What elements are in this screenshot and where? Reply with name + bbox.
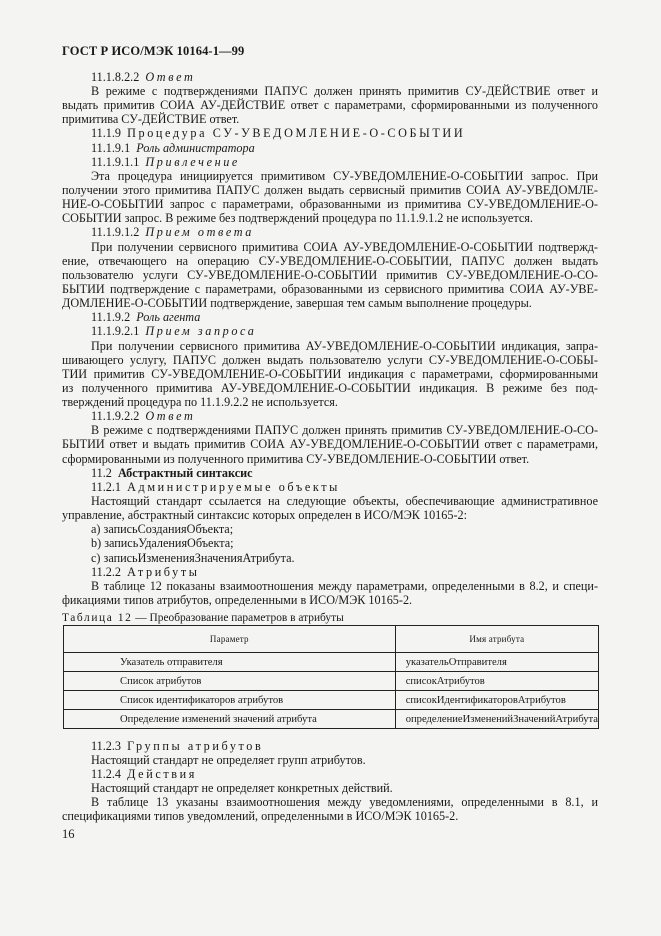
table-row [64,672,599,691]
text-line: При получении сервисного примитива СОИА АУ-УВЕДОМЛЕНИЕ-О-СОБЫТИИ подтвержд- [91,240,598,254]
table-row [64,691,599,710]
text-line: Эта процедура инициируется примитивом СУ-УВЕДОМЛЕНИЕ-О-СОБЫТИИ запрос. При [91,169,598,183]
section-heading: 11.1.9.2 Роль агента [91,310,201,324]
section-heading: 11.1.9 Процедура СУ-УВЕДОМЛЕНИЕ-О-СОБЫТИИ [91,126,466,140]
section-heading: 11.2.2 Атрибуты [91,565,200,579]
section-heading: 11.1.9.1.2 Прием ответа [91,225,255,239]
text-line: шивающего услугу, ПАПУС должен выдать пользователю услуги СУ-УВЕДОМЛЕНИЕ-О-СОБЫ- [62,353,598,367]
text-line: Настоящий стандарт не определяет групп атрибутов. [91,753,366,767]
table-cell-parameter: Список атрибутов [64,672,396,691]
text-line: выдать примитив СОИА АУ-ДЕЙСТВИЕ ответ с параметрами, сформированными из полученного [62,98,598,112]
section-heading: 11.2 Абстрактный синтаксис [91,466,253,480]
section-heading: 11.1.9.1.1 Привлечение [91,155,240,169]
table-cell-attribute: списокИдентификаторовАтрибутов [395,691,598,710]
text-line: примитива СУ-ДЕЙСТВИЕ ответ. [62,112,240,126]
text-line: тверждений процедура по 11.1.9.2.2 не используется. [62,395,338,409]
text-line: СОБЫТИИ запрос. В режиме без подтверждений процедура по 11.1.9.1.2 не используется. [62,211,533,225]
text-line: При получении сервисного примитива АУ-УВЕДОМЛЕНИЕ-О-СОБЫТИИ индикация, запра- [91,339,598,353]
text-line: сформированными из полученного примитива СУ-УВЕДОМЛЕНИЕ-О-СОБЫТИИ ответ. [62,452,530,466]
text-line: Настоящий стандарт не определяет конкретных действий. [91,781,393,795]
table-cell-attribute: указательОтправителя [395,653,598,672]
text-line: В таблице 13 указаны взаимоотношения между уведомлениями, определенными в 8.1, и [91,795,598,809]
attributes-table [63,625,599,729]
section-heading: 11.1.9.1 Роль администратора [91,141,255,155]
table-header-row [64,626,599,653]
list-item: с) записьИзмененияЗначенияАтрибута. [91,551,295,565]
page-header: ГОСТ Р ИСО/МЭК 10164-1—99 [62,44,245,58]
text-line: В режиме с подтверждениями ПАПУС должен принять примитив СУ-ДЕЙСТВИЕ ответ и [91,84,598,98]
text-line: спецификациями типов уведомлений, определенными в ИСО/МЭК 10165-2. [62,809,459,823]
section-heading: 11.1.9.2.1 Прием запроса [91,324,257,338]
section-heading: 11.2.1 Администрируемые объекты [91,480,340,494]
text-line: фикациями типов атрибутов, определенными в ИСО/МЭК 10165-2. [62,593,413,607]
section-heading: 11.2.4 Действия [91,767,197,781]
table-cell-attribute: списокАтрибутов [395,672,598,691]
text-line: ДОМЛЕНИЕ-О-СОБЫТИИ подтверждение, завершая тем самым выполнение процедуры. [62,296,532,310]
table-caption: Таблица 12 — Преобразование параметров в атрибуты [62,612,344,624]
page-number: 16 [62,827,75,841]
column-header-attribute: Имя атрибута [395,626,598,653]
text-line: В режиме с подтверждениями ПАПУС должен принять примитив СУ-УВЕДОМЛЕНИЕ-О-СО- [91,423,598,437]
table-row [64,653,599,672]
table-row [64,710,599,729]
text-line: управление, абстрактный синтаксис которых определен в ИСО/МЭК 10165-2: [62,508,467,522]
text-line: получении этого примитива ПАПУС должен выдать сервисный примитив СОИА АУ-УВЕДОМЛЕ- [62,183,598,197]
list-item: b) записьУдаленияОбъекта; [91,536,234,550]
table-cell-attribute: определениеИзмененийЗначенийАтрибута [395,710,598,729]
list-item: а) записьСозданияОбъекта; [91,522,234,536]
column-header-parameter: Параметр [64,626,396,653]
text-line: из полученного примитива АУ-УВЕДОМЛЕНИЕ-О-СОБЫТИИ индикация. В режиме без под- [62,381,598,395]
text-line: пользователю услуги СУ-УВЕДОМЛЕНИЕ-О-СОБЫТИИ примитив СУ-УВЕДОМЛЕНИЕ-О-СО- [62,268,598,282]
table-cell-parameter: Определение изменений значений атрибута [64,710,396,729]
text-line: В таблице 12 показаны взаимоотношения между параметрами, определенными в 8.2, и специ- [91,579,598,593]
text-line: ение, отвечающего на операцию СУ-УВЕДОМЛЕНИЕ-О-СОБЫТИИ, ПАПУС должен выдать [62,254,598,268]
section-heading: 11.1.9.2.2 Ответ [91,409,196,423]
section-heading: 11.2.3 Группы атрибутов [91,739,264,753]
text-line: БЫТИИ ответ и выдать примитив СОИА АУ-УВЕДОМЛЕНИЕ-О-СОБЫТИИ ответ с параметрами, [62,437,598,451]
section-heading: 11.1.8.2.2 Ответ [91,70,196,84]
table-cell-parameter: Указатель отправителя [64,653,396,672]
text-line: НИЕ-О-СОБЫТИИ запрос с параметрами, образованными из примитива СУ-УВЕДОМЛЕНИЕ-О- [62,197,598,211]
text-line: Настоящий стандарт ссылается на следующие объекты, обеспечивающие административное [91,494,598,508]
table-cell-parameter: Список идентификаторов атрибутов [64,691,396,710]
text-line: БЫТИИ подтверждение с параметрами, образованными из сервисного примитива СОИА АУ-УВЕ- [62,282,598,296]
text-line: ТИИ примитив СУ-УВЕДОМЛЕНИЕ-О-СОБЫТИИ индикация с параметрами, сформированными [62,367,598,381]
